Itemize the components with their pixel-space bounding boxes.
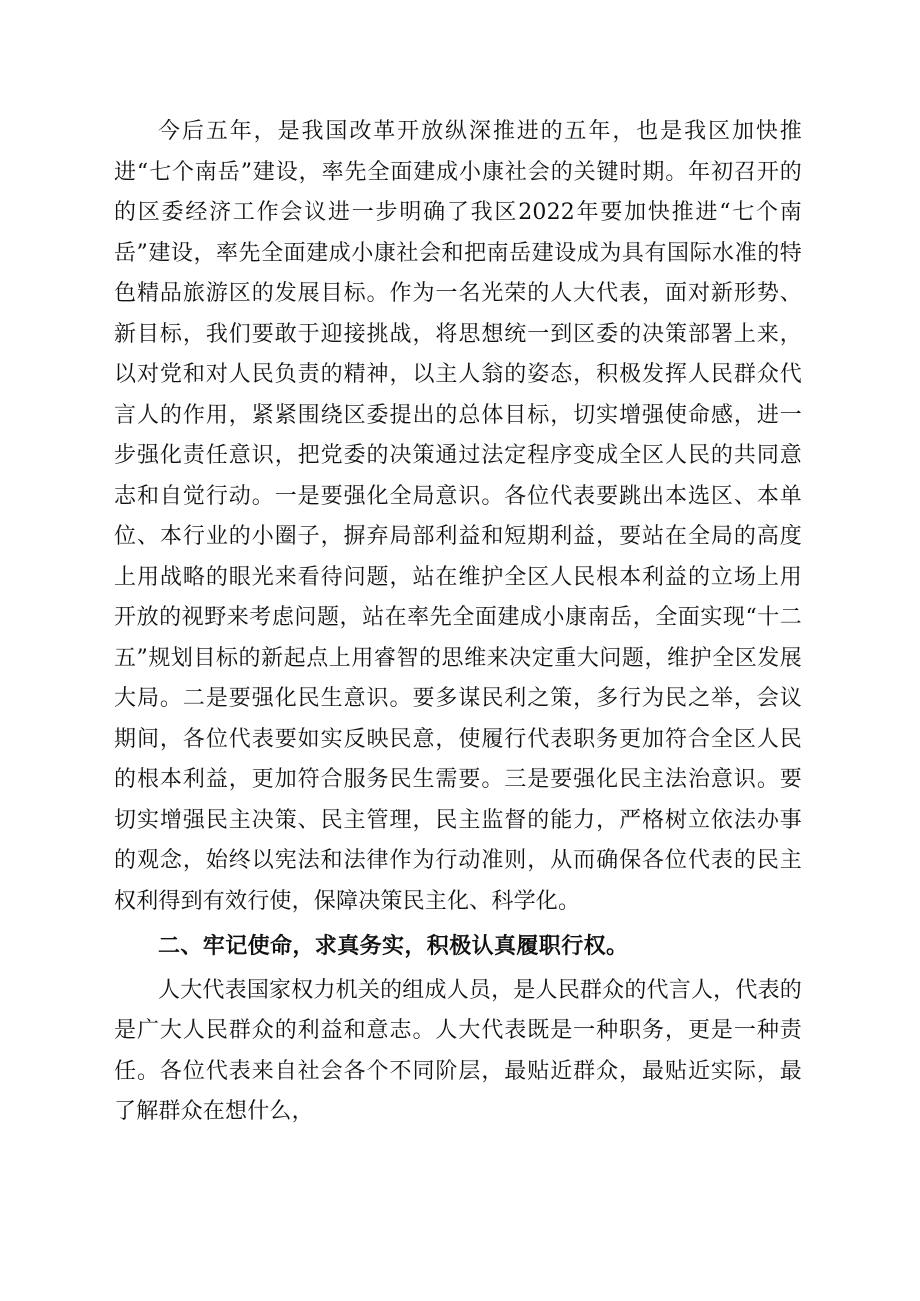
paragraph-five-year-goals: 今后五年，是我国改革开放纵深推进的五年，也是我区加快推进“七个南岳”建设，率先全面建成小康社会的关键时期。年初召开的的区委经济工作会议进一步明确了我区2022年要加快推进“七个南岳”建设，率先全面建成小康社会和把南岳建设成为具有国际水准的特色精品旅游区的发展目标。作为一名光荣的人大代表，面对新形势、新目标，我们要敢于迎接挑战，将思想统一到区委的决策部署上来，以对党和对人民负责的精神，以主人翁的姿态，积极发挥人民群众代言人的作用，紧紧围绕区委提出的总体目标，切实增强使命感，进一步强化责任意识，把党委的决策通过法定程序变成全区人民的共同意志和自觉行动。一是要强化全局意识。各位代表要跳出本选区、本单位、本行业的小圈子，摒弃局部利益和短期利益，要站在全局的高度上用战略的眼光来看待问题，站在维护全区人民根本利益的立场上用开放的视野来考虑问题，站在率先全面建成小康南岳，全面实现“十二五”规划目标的新起点上用睿智的思维来决定重大问题，维护全区发展大局。二是要强化民生意识。要多谋民利之策，多行为民之举，会议期间，各位代表要如实反映民意，使履行代表职务更加符合全区人民的根本利益，更加符合服务民生需要。三是要强化民主法治意识。要切实增强民主决策、民主管理，民主监督的能力，严格树立依法办事的观念，始终以宪法和法律作为行动准则，从而确保各位代表的民主权利得到有效行使，保障决策民主化、科学化。	[114, 119, 802, 914]
section-heading-mission: 二、牢记使命，求真务实，积极认真履职行权。	[158, 933, 629, 959]
document-body	[114, 112, 802, 1133]
paragraph-deputy-role: 人大代表国家权力机关的组成人员，是人民群众的代言人，代表的是广大人民群众的利益和意志。人大代表既是一种职务，更是一种责任。各位代表来自社会各个不同阶层，最贴近群众，最贴近实际，最了解群众在想什么，	[114, 977, 802, 1124]
